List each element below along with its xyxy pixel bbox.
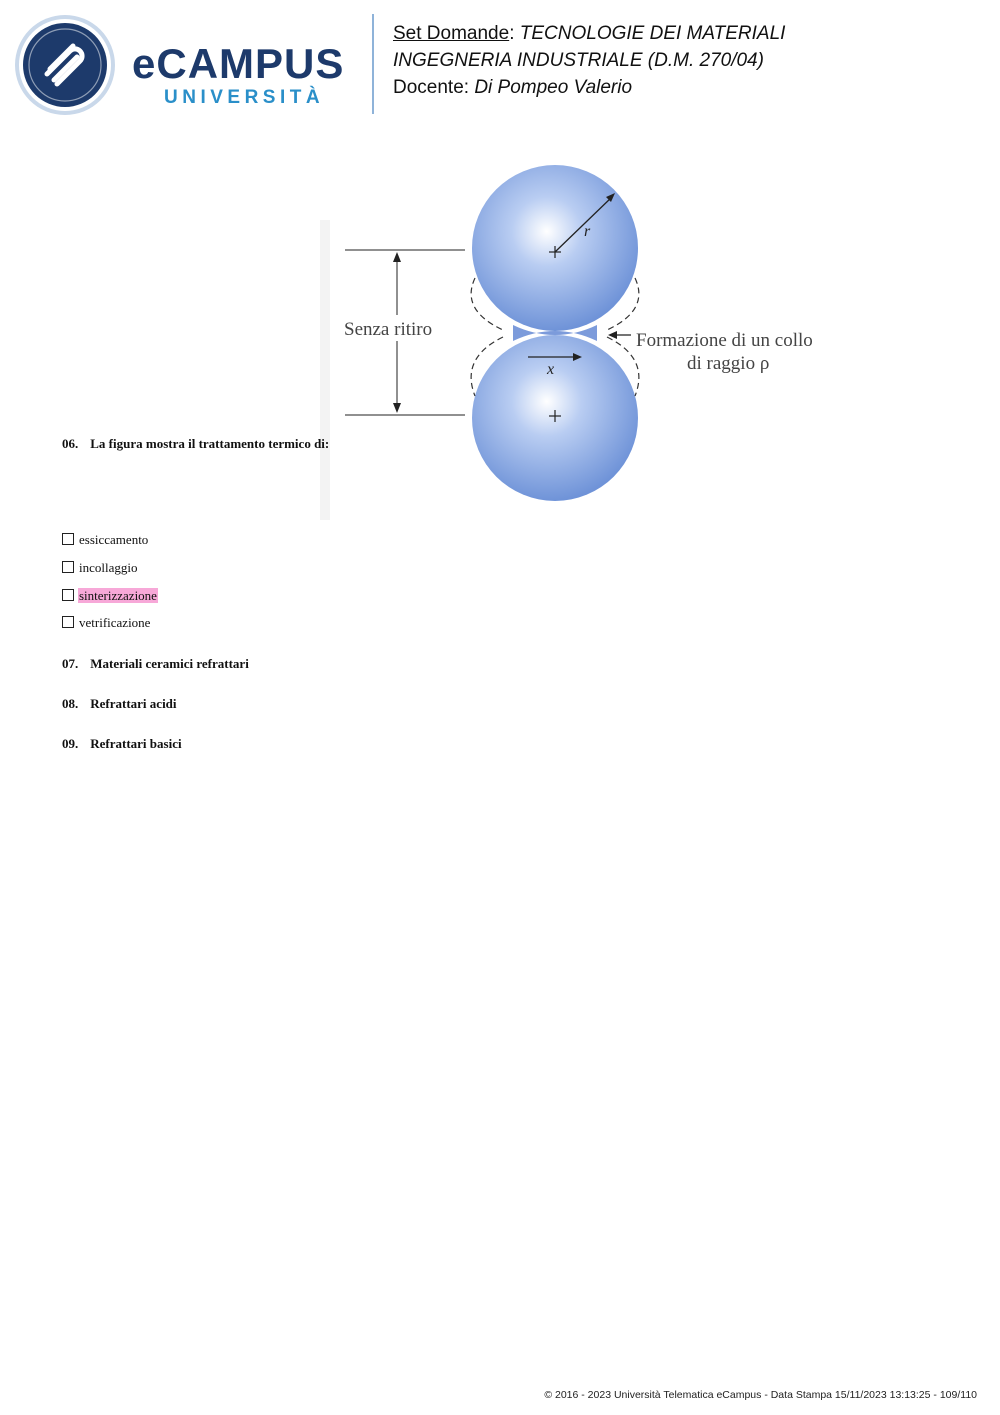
- question-09: [62, 736, 182, 752]
- set-title: TECNOLOGIE DEI MATERIALI: [519, 23, 786, 44]
- neck-radius-label: di raggio ρ: [687, 353, 770, 374]
- radius-label: r: [584, 223, 591, 240]
- question-number: 06.: [62, 436, 79, 451]
- course-line: [393, 47, 785, 74]
- header-divider: [372, 14, 374, 114]
- x-label: x: [547, 361, 555, 378]
- answer-option[interactable]: [62, 614, 151, 630]
- question-text: La figura mostra il trattamento termico di:: [90, 436, 330, 451]
- question-08: [62, 696, 177, 712]
- teacher-label: Docente:: [393, 77, 470, 98]
- question-number: 08.: [62, 696, 79, 711]
- question-07: [62, 656, 249, 672]
- logo-text-sub: UNIVERSITÀ: [164, 87, 325, 108]
- answer-option-correct[interactable]: [62, 587, 158, 603]
- answer-label: essiccamento: [79, 531, 149, 547]
- question-number: 09.: [62, 736, 79, 751]
- answer-label: incollaggio: [79, 559, 138, 575]
- header-info: [393, 20, 785, 101]
- neck-formation-label: Formazione di un collo: [636, 330, 813, 351]
- course-name: INGEGNERIA INDUSTRIALE (D.M. 270/04): [393, 50, 764, 71]
- checkbox[interactable]: [62, 616, 74, 628]
- question-text: Materiali ceramici refrattari: [90, 656, 249, 671]
- sintering-figure: [320, 160, 860, 520]
- ecampus-seal-logo: [14, 14, 116, 116]
- answer-option[interactable]: [62, 559, 139, 575]
- no-shrink-label: Senza ritiro: [344, 319, 433, 340]
- set-label: Set Domande: [393, 23, 510, 44]
- logo-text-main: eCAMPUS: [132, 40, 345, 87]
- ecampus-wordmark: [132, 42, 358, 110]
- checkbox[interactable]: [62, 561, 74, 573]
- answer-option[interactable]: [62, 531, 149, 547]
- teacher-line: [393, 74, 785, 101]
- set-line: Set Domande: TECNOLOGIE DEI MATERIALI: [393, 23, 786, 44]
- page-header: [0, 0, 1000, 130]
- page-footer: © 2016 - 2023 Università Telematica eCampus - Data Stampa 15/11/2023 13:13:25 - 109/110: [544, 1389, 977, 1401]
- question-text: Refrattari acidi: [90, 696, 177, 711]
- answer-label: vetrificazione: [79, 614, 151, 630]
- checkbox[interactable]: [62, 589, 74, 601]
- answer-label-highlighted: sinterizzazione: [79, 587, 157, 603]
- checkbox[interactable]: [62, 533, 74, 545]
- question-text: Refrattari basici: [90, 736, 182, 751]
- question-06: [62, 436, 329, 452]
- teacher-name: Di Pompeo Valerio: [474, 77, 633, 98]
- question-number: 07.: [62, 656, 79, 671]
